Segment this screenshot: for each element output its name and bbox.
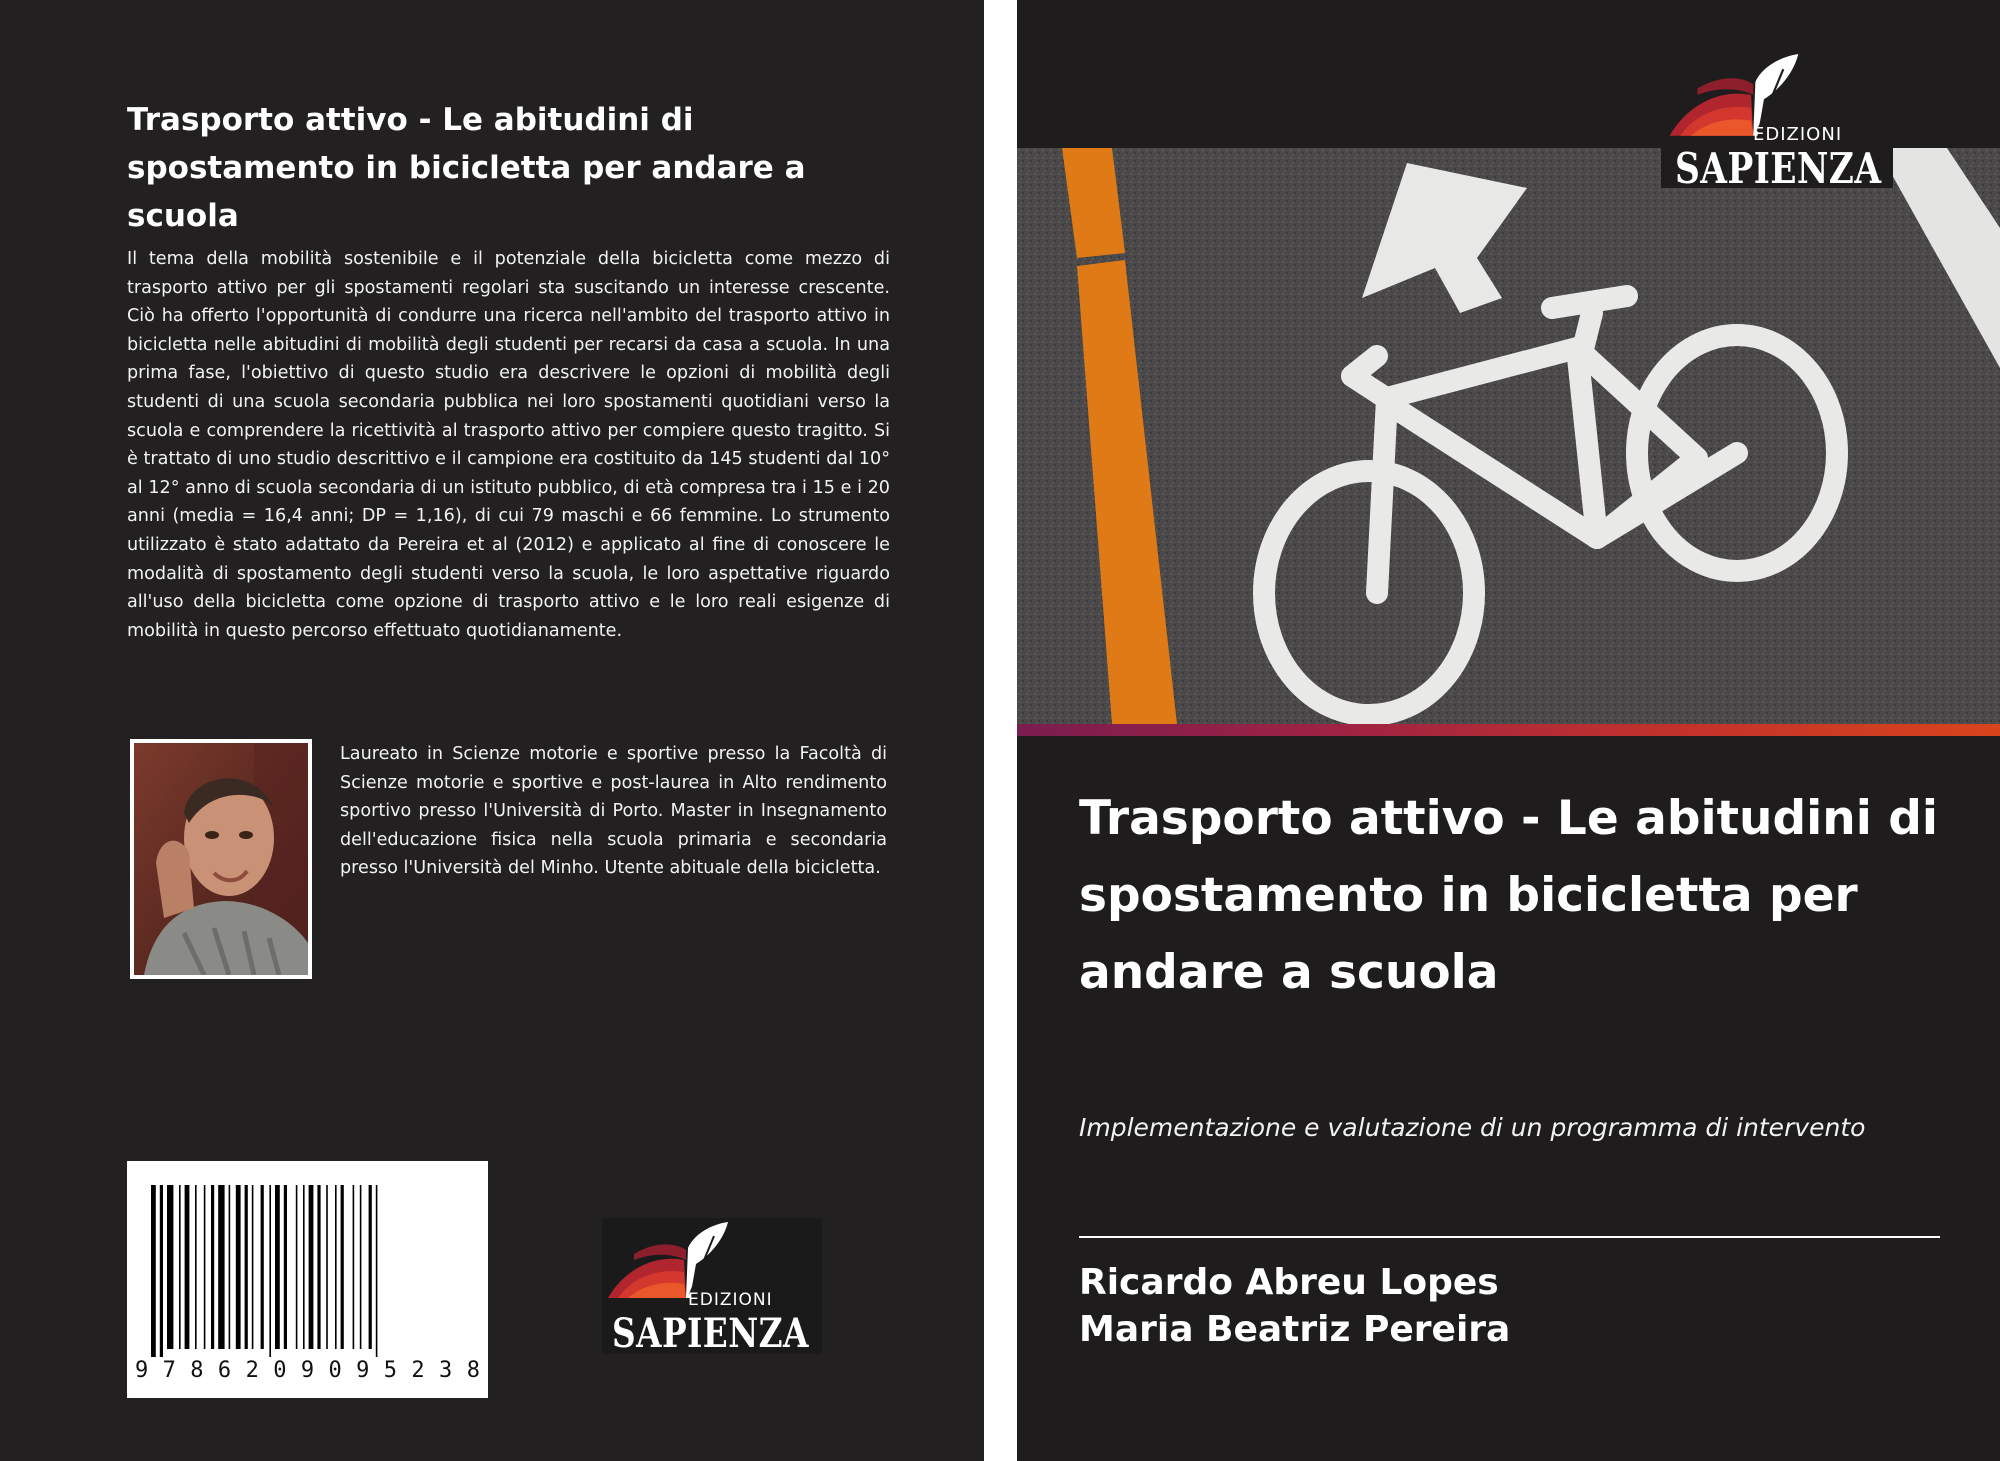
barcode-bar xyxy=(309,1185,314,1349)
barcode-bar xyxy=(185,1185,190,1349)
barcode-digit: 6 xyxy=(217,1358,232,1383)
barcode-bar xyxy=(167,1185,173,1349)
front-cover-title: Trasporto attivo - Le abitudini di spostamento in bicicletta per andare a scuola xyxy=(1079,791,1938,1000)
barcode-digit: 9 xyxy=(300,1358,315,1383)
barcode-digit: 2 xyxy=(411,1358,425,1383)
barcode-bar xyxy=(360,1185,362,1349)
author-name: Maria Beatriz Pereira xyxy=(1079,1309,1511,1350)
barcode-bar xyxy=(204,1185,206,1349)
barcode-bar xyxy=(218,1185,224,1349)
barcode-bar xyxy=(160,1185,163,1357)
barcode-digit: 9 xyxy=(356,1358,370,1383)
barcode-bar xyxy=(353,1185,355,1349)
barcode-bar xyxy=(151,1185,156,1357)
barcode-bar xyxy=(303,1185,305,1349)
barcode-bar xyxy=(296,1185,298,1349)
barcode-bar xyxy=(317,1185,320,1349)
barcode-bar xyxy=(211,1185,214,1349)
author-photo xyxy=(130,739,312,979)
bicycle-lane-icon xyxy=(1017,148,2000,724)
publisher-edizioni-text: EDIZIONI xyxy=(1753,124,1843,145)
accent-stripe xyxy=(1017,724,2000,736)
divider xyxy=(1079,1236,1940,1238)
barcode-digit: 7 xyxy=(162,1358,176,1383)
author-bio: Laureato in Scienze motorie e sportive presso la Facoltà di Scienze motorie e sportive e post-laurea in Alto rendimento sportivo presso l'Università di Porto. Master in Insegnamento dell'educazione fisica nella scuola primaria e secondaria presso l'Università del Minho. Utente abituale della bicicletta. xyxy=(340,744,887,879)
barcode-digits xyxy=(135,1358,480,1383)
barcode-bar xyxy=(326,1185,328,1349)
barcode-bar xyxy=(261,1185,264,1349)
barcode-bar xyxy=(335,1185,337,1349)
back-cover xyxy=(0,0,984,1461)
publisher-logo-front xyxy=(1661,48,1893,193)
barcode-digit: 8 xyxy=(466,1358,480,1383)
back-cover-blurb: Il tema della mobilità sostenibile e il potenziale della bicicletta come mezzo di trasporto attivo per gli spostamenti regolari sta suscitando un interesse crescente. Ciò ha offerto l'opportunità di condurre una ricerca nell'ambito del trasporto attivo in bicicletta nelle abitudini di mobilità degli studenti per recarsi da casa a scuola. In una prima fase, l'obiettivo di questo studio era descrivere le opzioni di mobilità degli studenti di una scuola secondaria pubblica nei loro spostamenti quotidiani verso la scuola e comprendere la ricettività al trasporto attivo per compiere questo tragitto. Si è trattato di uno studio descrittivo e il campione era costituito da 145 studenti dal 10° al 12° anno di scuola secondaria di un istituto pubblico, di età compresa tra i 15 e i 20 anni (media = 16,4 anni; DP = 1,16), di cui 79 maschi e 66 femmine. Lo strumento utilizzato è stato adattato da Pereira et al (2012) e applicato al fine di conoscere le modalità di spostamento degli studenti verso la scuola, le loro aspettative riguardo all'uso della bicicletta come opzione di trasporto attivo e le loro reali esigenze di mobilità in questo percorso effettuato quotidianamente. xyxy=(127,249,890,641)
barcode-bar xyxy=(284,1185,287,1349)
barcode-bar xyxy=(376,1185,378,1357)
barcode-bar xyxy=(229,1185,231,1349)
publisher-name-text: SAPIENZA xyxy=(1675,144,1882,193)
barcode-bar xyxy=(275,1185,280,1349)
front-cover xyxy=(1017,0,2000,1461)
barcode-digit: 5 xyxy=(383,1358,398,1383)
barcode-digit: 0 xyxy=(328,1358,342,1383)
barcode-bar xyxy=(341,1185,344,1349)
author-name: Ricardo Abreu Lopes xyxy=(1079,1262,1499,1303)
barcode-bar xyxy=(252,1185,254,1349)
barcode-bar xyxy=(179,1185,181,1349)
barcode-digit: 3 xyxy=(439,1358,453,1383)
barcode-digit: 2 xyxy=(245,1358,259,1383)
isbn-barcode xyxy=(127,1161,488,1398)
barcode-bar xyxy=(195,1185,197,1349)
barcode-bar xyxy=(236,1185,241,1349)
barcode-digit: 0 xyxy=(273,1358,287,1383)
publisher-edizioni-text: EDIZIONI xyxy=(688,1290,773,1310)
front-cover-subtitle: Implementazione e valutazione di un programma di intervento xyxy=(1079,1113,1866,1142)
publisher-name-text: SAPIENZA xyxy=(612,1310,809,1357)
barcode-digit: 8 xyxy=(190,1358,204,1383)
publisher-logo xyxy=(602,1218,822,1357)
barcode-bar xyxy=(269,1185,271,1357)
back-cover-title: Trasporto attivo - Le abitudini di spostamento in bicicletta per andare a scuola xyxy=(127,102,806,234)
cover-image xyxy=(1017,148,2000,724)
author-portrait-image xyxy=(134,743,308,975)
barcode-bar xyxy=(369,1185,372,1349)
barcode-bar xyxy=(245,1185,248,1349)
barcode-digit: 9 xyxy=(135,1358,149,1383)
